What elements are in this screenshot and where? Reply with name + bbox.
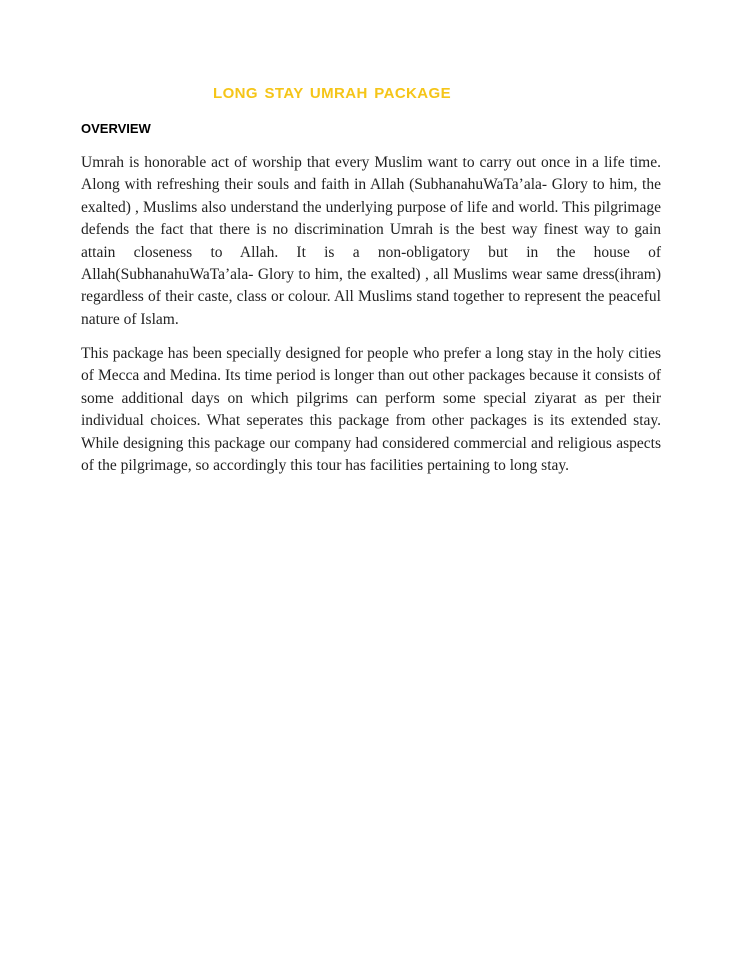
section-heading: OVERVIEW [81,121,151,136]
overview-paragraph-2: This package has been specially designed for people who prefer a long stay in the holy cities of Mecca and Medina. Its time period is longer than out other packages because it consists of some additional days on which pilgrims can perform some special ziyarat as per their individual choices. What seperates this package from other packages is its extended stay. While designing this package our company had considered commercial and religious aspects of the pilgrimage, so accordingly this tour has facilities pertaining to long stay. [81,345,661,475]
overview-paragraph-1: Umrah is honorable act of worship that every Muslim want to carry out once in a life time. Along with refreshing their souls and faith in Allah (SubhanahuWaTa’ala- Glory to him, the exalted) , Muslims also understand the underlying purpose of life and world. This pilgrimage defends the fact that there is no discrimination Umrah is the best way finest way to gain attain closeness to Allah. It is a non-obligatory but in the house of Allah(SubhanahuWaTa’ala- Glory to him, the exalted) , all Muslims wear same dress(ihram) regardless of their caste, class or colour. All Muslims stand together to represent the peaceful nature of Islam. [81,154,661,328]
page-title: LONG STAY UMRAH PACKAGE [213,85,451,102]
